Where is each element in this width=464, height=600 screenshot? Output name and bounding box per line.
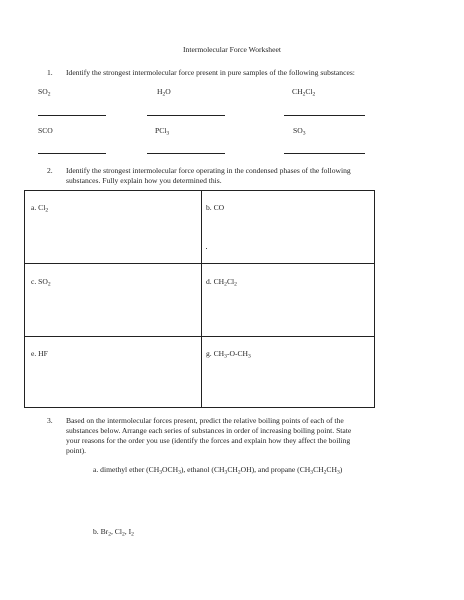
grid-cell-d[interactable]: d. $CH_2Cl_2$ — [206, 277, 237, 288]
q3-text-line-4: point). — [66, 446, 87, 455]
q1-formula-3: $CH_2Cl_2$ — [292, 87, 316, 98]
q1-formula-6: $SO_3$ — [293, 126, 306, 137]
grid-divider-vertical — [201, 191, 202, 407]
q2-answer-grid — [24, 190, 375, 408]
q1-formula-2: $H_2O$ — [157, 87, 171, 98]
q1-number: 1. — [47, 68, 53, 77]
q1-formula-4: SCO — [38, 126, 53, 135]
grid-divider-row-2 — [25, 336, 374, 337]
grid-cell-e[interactable]: e. HF — [31, 349, 48, 358]
q2-text-line-2: substances. Fully explain how you determined this. — [66, 176, 222, 185]
grid-cell-a[interactable]: a. $Cl_2$ — [31, 203, 49, 214]
q3-text-line-1: Based on the intermolecular forces present, predict the relative boiling points of each of the — [66, 416, 344, 425]
q3-part-b: b. $Br_2$, $Cl_2$, $I_2$ — [93, 527, 134, 538]
grid-cell-b[interactable]: b. CO — [206, 203, 225, 212]
q1-formula-1: $SO_2$ — [38, 87, 51, 98]
q2-text-line-1: Identify the strongest intermolecular force operating in the condensed phases of the following — [66, 166, 351, 175]
grid-mark — [206, 248, 207, 249]
q1-answer-line-4[interactable] — [38, 153, 106, 154]
worksheet-title: Intermolecular Force Worksheet — [183, 45, 281, 54]
q1-answer-line-2[interactable] — [147, 115, 225, 116]
q1-answer-line-3[interactable] — [284, 115, 365, 116]
q3-number: 3. — [47, 416, 53, 425]
q1-answer-line-5[interactable] — [147, 153, 225, 154]
grid-cell-g[interactable]: g. $CH_3-O-CH_3$ — [206, 349, 251, 360]
q1-formula-5: PCl$_3$ — [155, 126, 170, 137]
q3-text-line-3: your reasons for the order you use (identify the forces and explain how they affect the boiling — [66, 436, 351, 445]
q1-answer-line-1[interactable] — [38, 115, 106, 116]
q3-text-line-2: substances below. Arrange each series of substances in order of increasing boiling point. State — [66, 426, 352, 435]
q1-text: Identify the strongest intermolecular force present in pure samples of the following substances: — [66, 68, 355, 77]
grid-divider-row-1 — [25, 263, 374, 264]
q1-answer-line-6[interactable] — [284, 153, 365, 154]
q2-number: 2. — [47, 166, 53, 175]
q3-part-a: a. dimethyl ether $(CH_3OCH_3)$, ethanol $(CH_3CH_2OH)$, and propane $(CH_3CH_2CH_3)$ — [93, 465, 343, 476]
grid-cell-c[interactable]: c. $SO_2$ — [31, 277, 51, 288]
